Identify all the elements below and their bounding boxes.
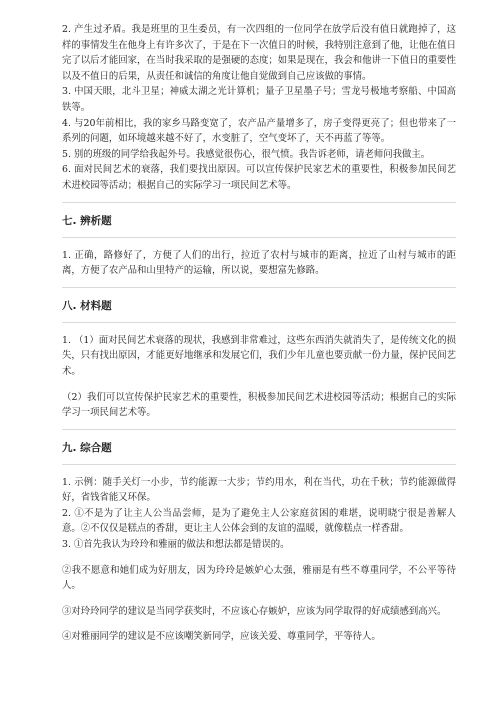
divider [62, 287, 456, 288]
answer-8-1: 1. （1）面对民间艺术衰落的现状，我感到非常难过，这些东西消失就消失了，是传统文化的损失，只有找出原因，才能更好地继承和发展它们，我们少年儿童也要贡献一份力量，保护民间艺术。 [62, 334, 456, 377]
answer-9-3-2: ②我不愿意和她们成为好朋友，因为玲玲是嫉妒心太强，雅丽是有些不尊重同学，不公平等待人。 [62, 564, 456, 592]
divider [62, 202, 456, 203]
answer-6-5: 5. 别的班级的同学给我起外号。我感觉很伤心，很气愤。我告诉老师，请老师问我做主。 [62, 148, 431, 160]
answer-9-3-3: ③对玲玲同学的建议是当同学获奖时，不应该心存嫉妒，应该为同学取得的好成绩感到高兴。 [62, 605, 447, 617]
answer-9-1: 1. 示例：随手关灯一小步，节约能源一大步；节约用水，利在当代，功在千秋；节约能源做得好，省钱省能又环保。 [62, 476, 456, 504]
answer-6-3: 3. 中国天眼，北斗卫星；神威太湖之光计算机；量子卫星墨子号；雪龙号极地考察船、中国高铁等。 [62, 86, 456, 113]
answer-7-1: 1. 正确，路修好了，方便了人们的出行，拉近了农村与城市的距离，拉近了山村与城市的距离，方便了农产品和山里特产的运输，所以说，要想富先修路。 [62, 249, 456, 277]
section-title-7: 七. 辨析题 [62, 214, 112, 227]
divider [62, 429, 456, 430]
divider [62, 237, 456, 238]
answer-9-3-4: ④对雅丽同学的建议是不应该嘲笑新同学，应该关爱、尊重同学，平等待人。 [62, 631, 381, 643]
section-title-9: 九. 综合题 [62, 441, 112, 454]
divider [62, 464, 456, 465]
answer-6-2: 2. 产生过矛盾。我是班里的卫生委员，有一次四组的一位同学在放学后没有值日就跑掉了，这样的事情发生在他身上有许多次了，于是在下一次值日的时候，我特别注意到了他，让他在值日完了以后才能回家，在当时我采取的是强硬的态度；如果是现在，我会和他讲一下值日的重要性以及不值日的后果，从责任和诚信的角度让他自觉做到自己应该做的事情。 [62, 24, 456, 82]
answer-9-2: 2. ①不是为了让主人公当品尝师，是为了避免主人公家庭贫困的难堪，说明晓宁很是善解人意。②不仅仅是糕点的香甜，更让主人公体会到的友谊的温暖，就像糕点一样香甜。 [62, 507, 456, 535]
answer-6-4: 4. 与20年前相比，我的家乡马路变宽了，农产品产量增多了，房子变得更亮了；但也带来了一系列的问题，如环境越来越不好了，水变脏了，空气变坏了，天不再蓝了等等。 [62, 117, 456, 145]
divider [62, 322, 456, 323]
answer-8-2: （2）我们可以宣传保护民家艺术的重要性，积极参加民间艺术进校园等活动；根据自己的实际学习一项民间艺术等。 [62, 391, 456, 419]
answer-9-3: 3. ①首先我认为玲玲和雅丽的做法和想法都是错误的。 [62, 539, 290, 551]
answer-6-6: 6. 面对民间艺术的衰落，我们要找出原因。可以宣传保护民家艺术的重要性，积极参加民间艺术进校园等活动；根据自己的实际学习一项民间艺术等。 [62, 164, 456, 191]
section-title-8: 八. 材料题 [62, 299, 112, 312]
